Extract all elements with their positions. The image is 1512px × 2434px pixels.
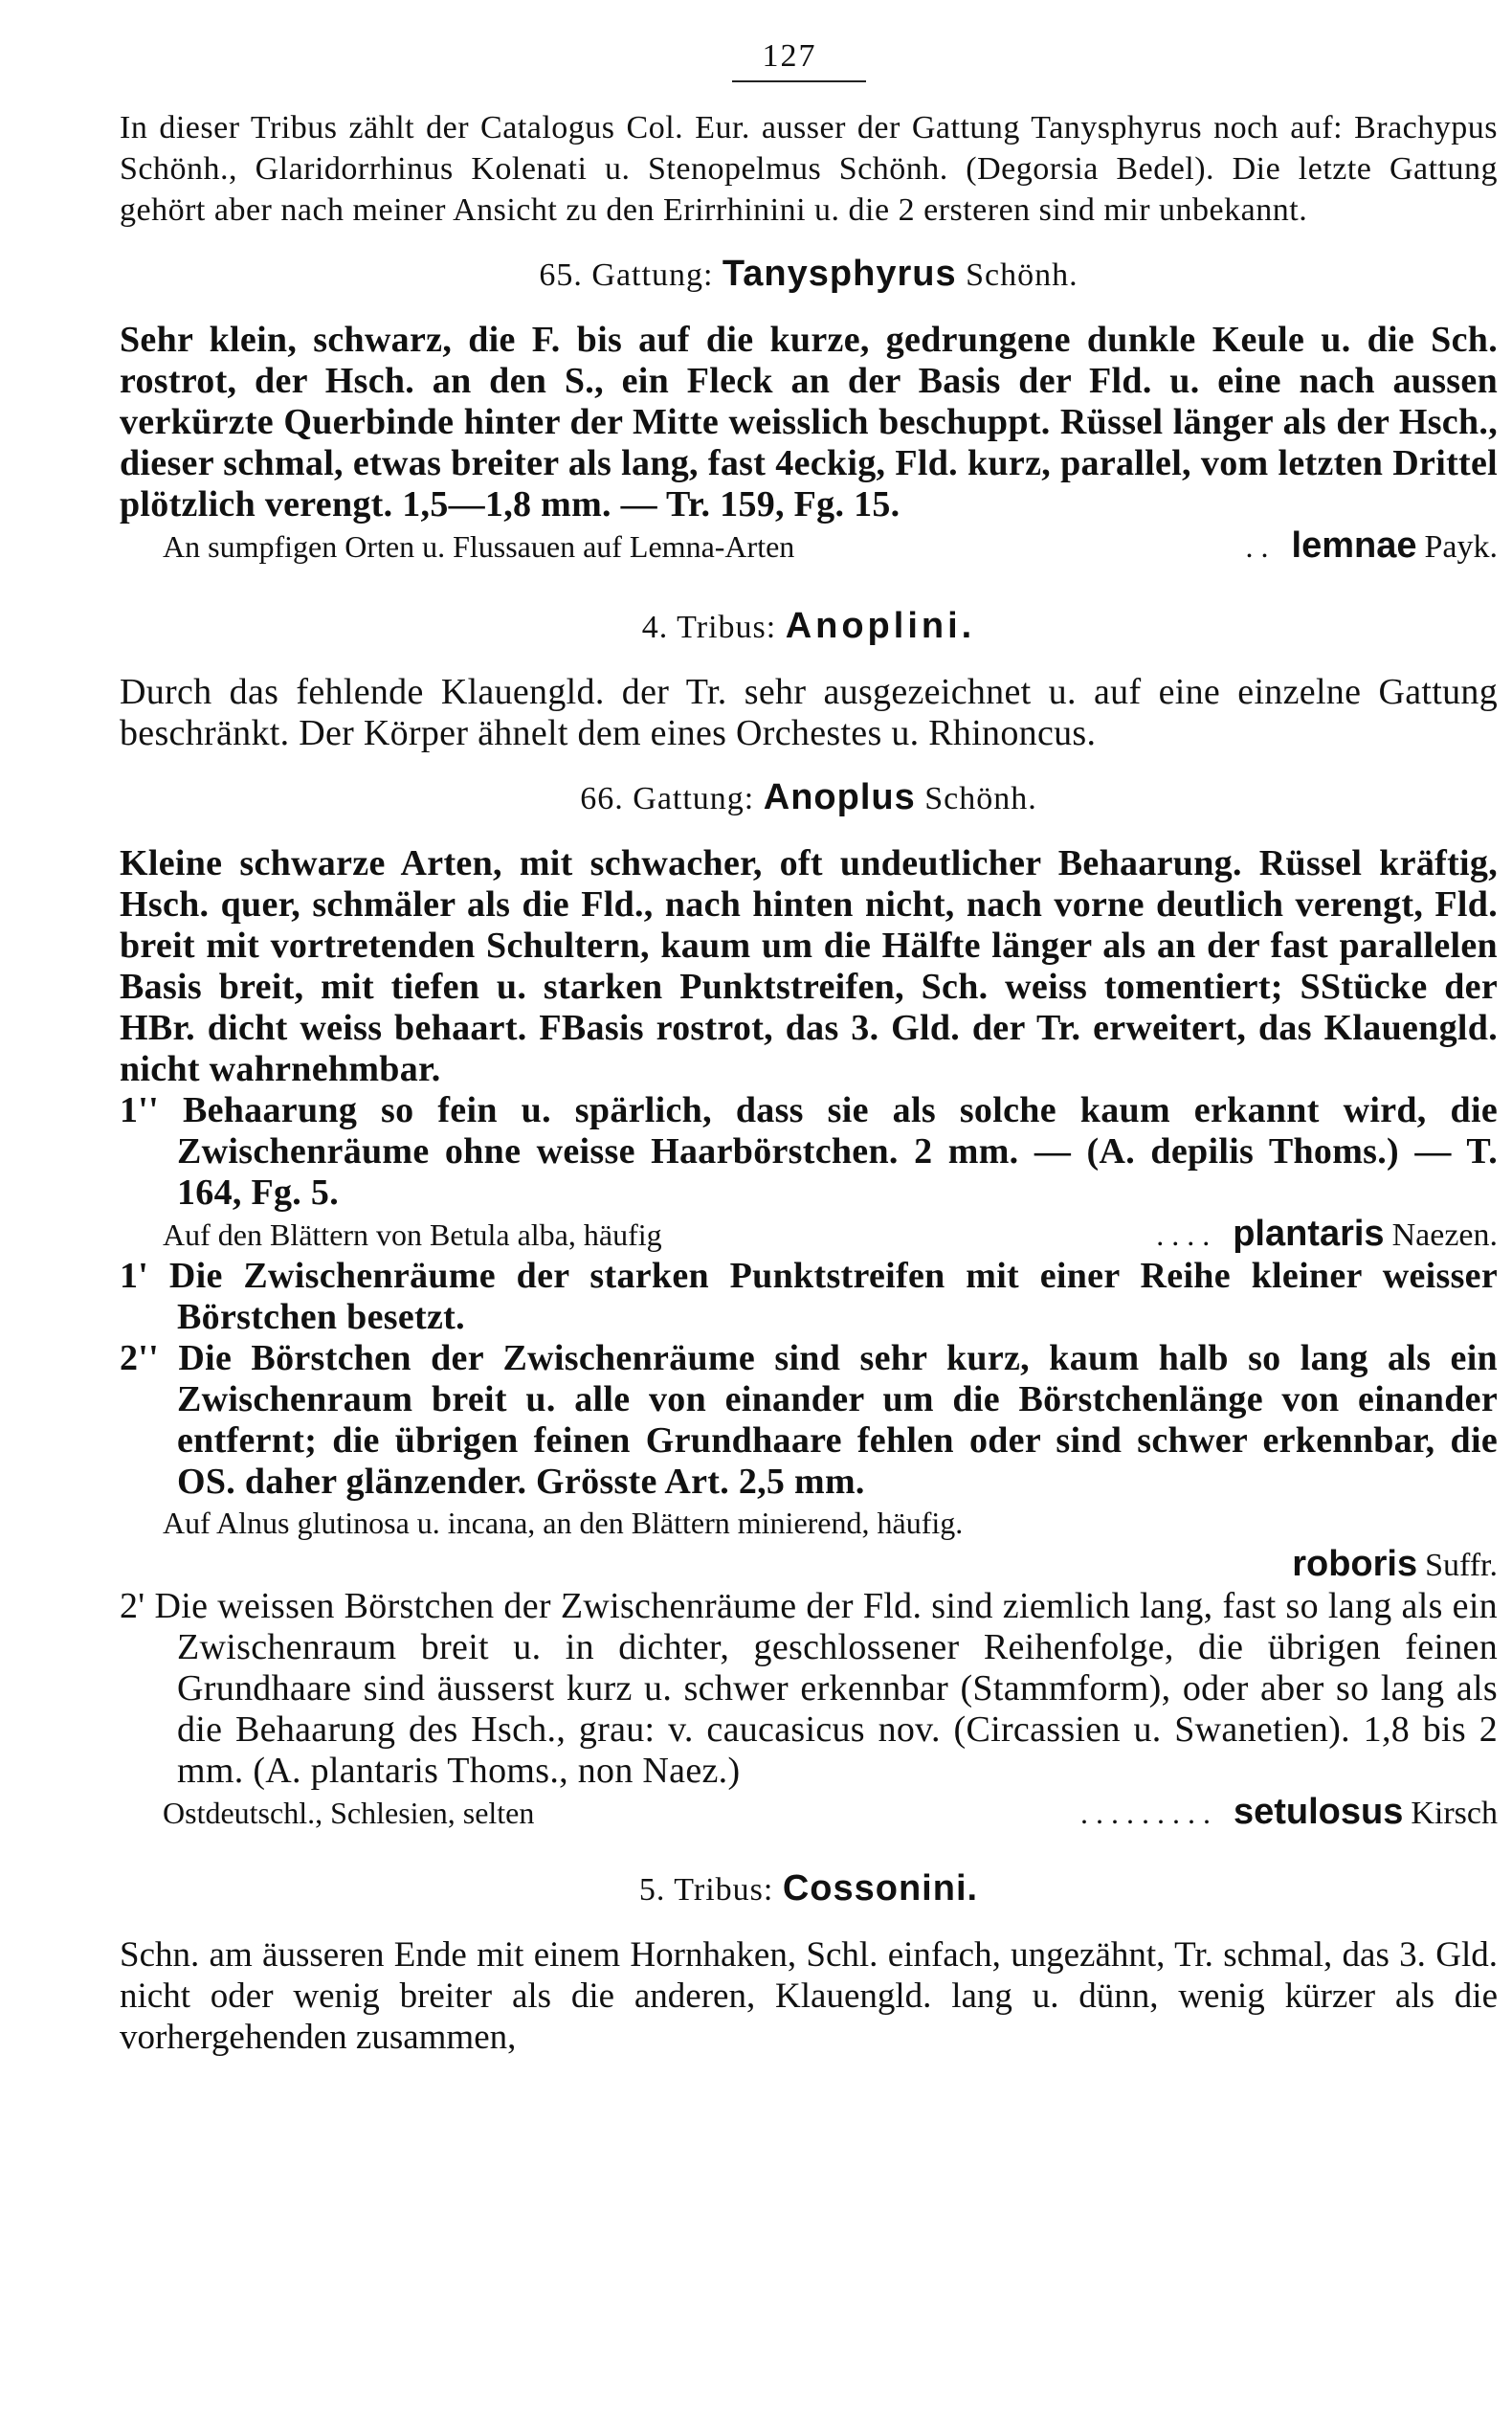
species-lemnae [120, 525, 1498, 568]
page-number-rule [732, 80, 866, 82]
species-plantaris-name: plantaris [1233, 1214, 1385, 1254]
tribus-4-description: Durch das fehlende Klauengld. der Tr. sehr ausgezeichnet u. auf eine einzelne Gattung beschränkt. Der Körper ähnelt dem eines Orchestes u. Rhinoncus. [120, 672, 1498, 753]
species-setulosus-dots: . . . . . . . . . [1079, 1796, 1211, 1830]
species-lemnae-habitat: An sumpfigen Orten u. Flussauen auf Lemna-Arten [163, 529, 795, 564]
species-plantaris-dots: . . . . [1156, 1217, 1211, 1252]
key-text: Die Zwischenräume der starken Punktstreifen mit einer Reihe kleiner weisser Börstchen besetzt. [168, 1256, 1498, 1337]
species-plantaris [120, 1214, 1498, 1256]
key-2-single [120, 1586, 1498, 1792]
species-roboris [120, 1503, 1498, 1586]
tribus-5-heading [120, 1868, 1498, 1909]
species-lemnae-author: Payk. [1424, 529, 1498, 565]
key-label: 2' [120, 1586, 145, 1626]
tribus-4-prefix: 4. Tribus: [641, 610, 777, 645]
key-label: 1' [120, 1256, 149, 1296]
tribus-4-heading [120, 606, 1498, 647]
species-setulosus-habitat: Ostdeutschl., Schlesien, selten [163, 1796, 535, 1830]
species-roboris-name: roboris [1292, 1544, 1418, 1584]
page [120, 38, 1498, 2058]
species-plantaris-author: Naezen. [1391, 1217, 1498, 1253]
genus-66-prefix: 66. Gattung: [580, 781, 755, 816]
species-roboris-habitat: Auf Alnus glutinosa u. incana, an den Blättern minierend, häufig. [163, 1506, 964, 1540]
genus-66-description: Kleine schwarze Arten, mit schwacher, oft undeutlicher Behaarung. Rüssel kräftig, Hsch. quer, schmäler als die Fld., nach hinten nicht, nach vorne deutlich verengt, Fld. breit mit vortretenden Schultern, kaum um die Hälfte länger als an der fast parallelen Basis breit, mit tiefen u. starken Punktstreifen, Sch. weiss tomentiert; SStücke der HBr. dicht weiss behaart. FBasis rostrot, das 3. Gld. der Tr. erweitert, das Klauengld. nicht wahrnehmbar. [120, 843, 1498, 1089]
genus-65-author: Schönh. [966, 257, 1078, 293]
tribus-5-prefix: 5. Tribus: [638, 1872, 774, 1908]
key-text: Behaarung so fein u. spärlich, dass sie als solche kaum erkannt wird, die Zwischenräume ohne weisse Haarbörstchen. 2 mm. — (A. depilis Thoms.) — T. 164, Fg. 5. [177, 1090, 1498, 1213]
tribus-4-name: Anoplini. [785, 606, 976, 646]
genus-65-name: Tanysphyrus [722, 254, 957, 294]
key-text: Die Börstchen der Zwischenräume sind sehr kurz, kaum halb so lang als ein Zwischenraum breit u. alle von einander um die Börstchenlänge von einander entfernt; die übrigen feinen Grundhaare fehlen oder sind schwer erkennbar, die OS. daher glänzender. Grösste Art. 2,5 mm. [177, 1338, 1498, 1502]
key-label: 2'' [120, 1338, 160, 1378]
genus-65-prefix: 65. Gattung: [539, 257, 714, 293]
species-lemnae-name: lemnae [1291, 525, 1417, 566]
key-2-double [120, 1338, 1498, 1503]
key-1-double [120, 1090, 1498, 1214]
species-plantaris-habitat: Auf den Blättern von Betula alba, häufig [163, 1217, 662, 1252]
species-setulosus-author: Kirsch [1411, 1796, 1498, 1831]
intro-paragraph: In dieser Tribus zählt der Catalogus Col. Eur. ausser der Gattung Tanysphyrus noch auf: Brachypus Schönh., Glaridorrhinus Kolenati u. Stenopelmus Schönh. (Degorsia Bedel). Die letzte Gattung gehört aber nach meiner Ansicht zu den Erirrhinini u. die 2 ersteren sind mir unbekannt. [120, 110, 1498, 228]
genus-65-description: Sehr klein, schwarz, die F. bis auf die kurze, gedrungene dunkle Keule u. die Sch. rostrot, der Hsch. an den S., ein Fleck an der Basis der Fld. u. eine nach aussen verkürzte Querbinde hinter der Mitte weisslich beschuppt. Rüssel länger als der Hsch., dieser schmal, etwas breiter als lang, fast 4eckig, Fld. kurz, parallel, vom letzten Drittel plötzlich verengt. 1,5—1,8 mm. — Tr. 159, Fg. 15. [120, 320, 1498, 525]
species-lemnae-dots: . . [1245, 529, 1269, 564]
key-1-single [120, 1256, 1498, 1338]
page-number: 127 [762, 38, 817, 74]
genus-66-author: Schönh. [924, 781, 1037, 816]
species-roboris-author: Suffr. [1425, 1548, 1498, 1583]
key-label: 1'' [120, 1090, 160, 1130]
species-setulosus [120, 1792, 1498, 1834]
genus-65-heading [120, 254, 1498, 295]
tribus-5-description: Schn. am äusseren Ende mit einem Hornhaken, Schl. einfach, ungezähnt, Tr. schmal, das 3. Gld. nicht oder wenig breiter als die anderen, Klauengld. lang u. dünn, wenig kürzer als die vorhergehenden zusammen, [120, 1935, 1498, 2057]
genus-66-heading [120, 777, 1498, 818]
species-setulosus-name: setulosus [1233, 1792, 1404, 1832]
tribus-5-name: Cossonini. [782, 1868, 979, 1909]
genus-66-name: Anoplus [763, 777, 916, 817]
key-text: Die weissen Börstchen der Zwischenräume der Fld. sind ziemlich lang, fast so lang als ein Zwischenraum breit u. in dichter, geschlossener Reihenfolge, die übrigen feinen Grundhaare sind äusserst kurz u. schwer erkennbar (Stammform), oder aber so lang als die Behaarung des Hsch., grau: v. caucasicus nov. (Circassien u. Swanetien). 1,8 bis 2 mm. (A. plantaris Thoms., non Naez.) [154, 1586, 1498, 1791]
